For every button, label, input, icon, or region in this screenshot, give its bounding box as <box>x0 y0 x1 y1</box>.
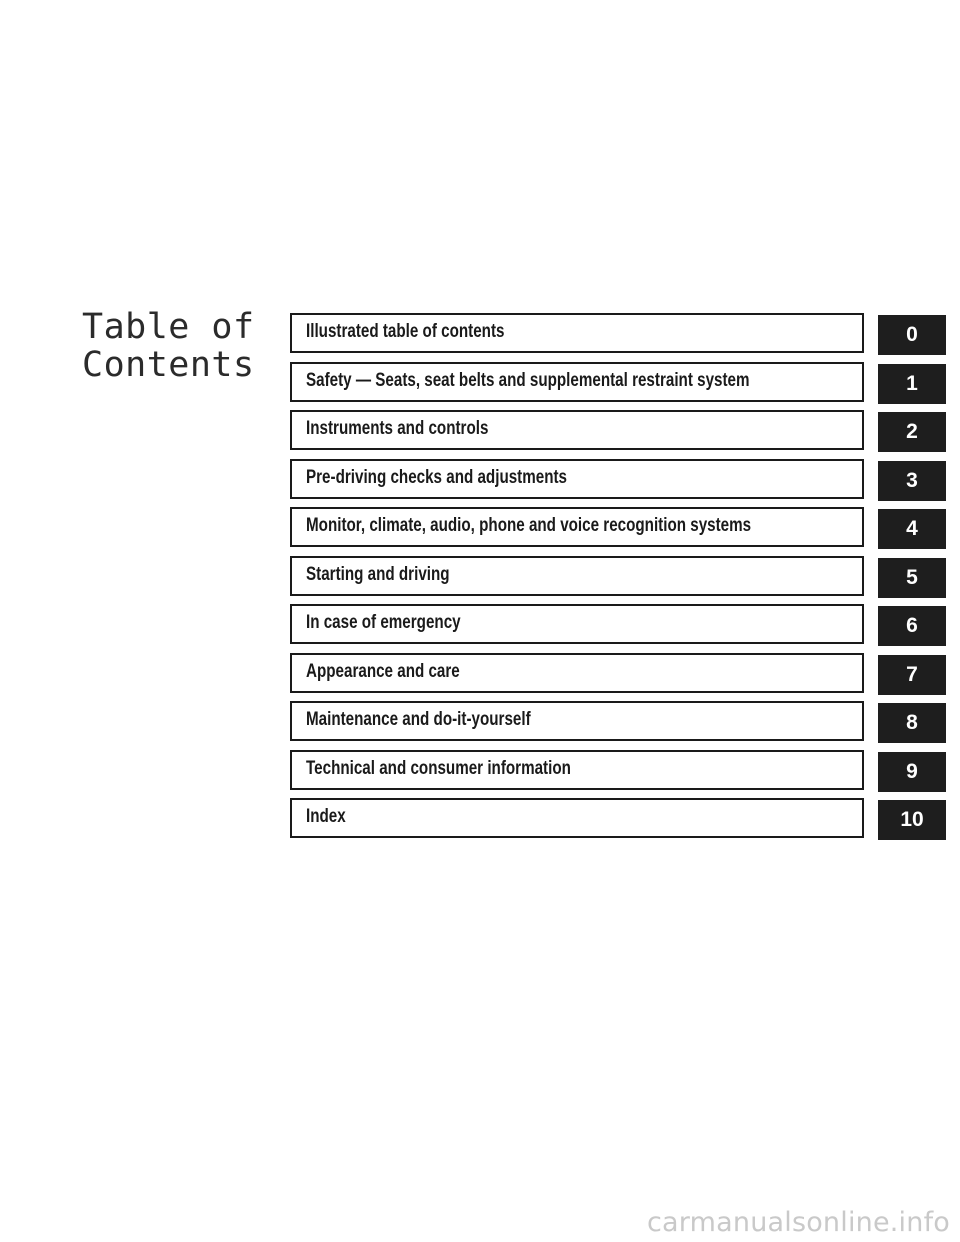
chapter-tab-8[interactable]: 8 <box>878 703 946 743</box>
toc-entry-box[interactable] <box>290 507 864 547</box>
chapter-tab-10[interactable]: 10 <box>878 800 946 840</box>
chapter-tab-4[interactable]: 4 <box>878 509 946 549</box>
toc-entry-box[interactable] <box>290 798 864 838</box>
toc-entry-label: Instruments and controls <box>306 418 489 439</box>
toc-row-technical-and-consumer-information[interactable] <box>290 750 946 790</box>
toc-entry-label: Safety — Seats, seat belts and supplemental restraint system <box>306 369 750 391</box>
toc-row-pre-driving-checks[interactable] <box>290 459 946 499</box>
toc-entry-box[interactable] <box>290 653 864 693</box>
page-title-line-1: Table of <box>82 307 255 347</box>
chapter-tab-7[interactable]: 7 <box>878 655 946 695</box>
toc-entry-box[interactable] <box>290 313 864 353</box>
toc-row-monitor-climate-audio[interactable] <box>290 507 946 547</box>
chapter-tab-5[interactable]: 5 <box>878 558 946 598</box>
toc-list <box>290 313 946 847</box>
toc-row-maintenance[interactable] <box>290 701 946 741</box>
toc-row-in-case-of-emergency[interactable] <box>290 604 946 644</box>
toc-entry-box[interactable] <box>290 750 864 790</box>
toc-row-starting-and-driving[interactable] <box>290 556 946 596</box>
toc-entry-label: Illustrated table of contents <box>306 321 505 342</box>
page-title <box>82 308 255 384</box>
toc-entry-label: Monitor, climate, audio, phone and voice recognition systems <box>306 515 752 536</box>
page-title-line-2: Contents <box>82 345 255 385</box>
toc-row-instruments-and-controls[interactable] <box>290 410 946 450</box>
toc-entry-box[interactable] <box>290 556 864 596</box>
toc-entry-box[interactable] <box>290 410 864 450</box>
toc-entry-label: Appearance and care <box>306 660 460 682</box>
toc-row-index[interactable] <box>290 798 946 838</box>
toc-entry-box[interactable] <box>290 362 864 402</box>
chapter-tab-3[interactable]: 3 <box>878 461 946 501</box>
chapter-tab-2[interactable]: 2 <box>878 412 946 452</box>
toc-entry-label: Starting and driving <box>306 563 450 585</box>
chapter-tab-9[interactable]: 9 <box>878 752 946 792</box>
chapter-tab-6[interactable]: 6 <box>878 606 946 646</box>
toc-entry-box[interactable] <box>290 459 864 499</box>
toc-row-safety[interactable] <box>290 362 946 402</box>
toc-entry-label: Maintenance and do-it-yourself <box>306 709 531 730</box>
toc-entry-label: Index <box>306 806 346 827</box>
watermark-text: carmanualsonline.info <box>647 1207 950 1238</box>
chapter-tab-0[interactable]: 0 <box>878 315 946 355</box>
toc-row-illustrated-table-of-contents[interactable] <box>290 313 946 353</box>
chapter-tab-1[interactable]: 1 <box>878 364 946 404</box>
toc-entry-box[interactable] <box>290 701 864 741</box>
toc-entry-label: Pre-driving checks and adjustments <box>306 466 568 488</box>
toc-entry-label: Technical and consumer information <box>306 757 571 779</box>
toc-row-appearance-and-care[interactable] <box>290 653 946 693</box>
toc-entry-box[interactable] <box>290 604 864 644</box>
toc-entry-label: In case of emergency <box>306 612 461 633</box>
